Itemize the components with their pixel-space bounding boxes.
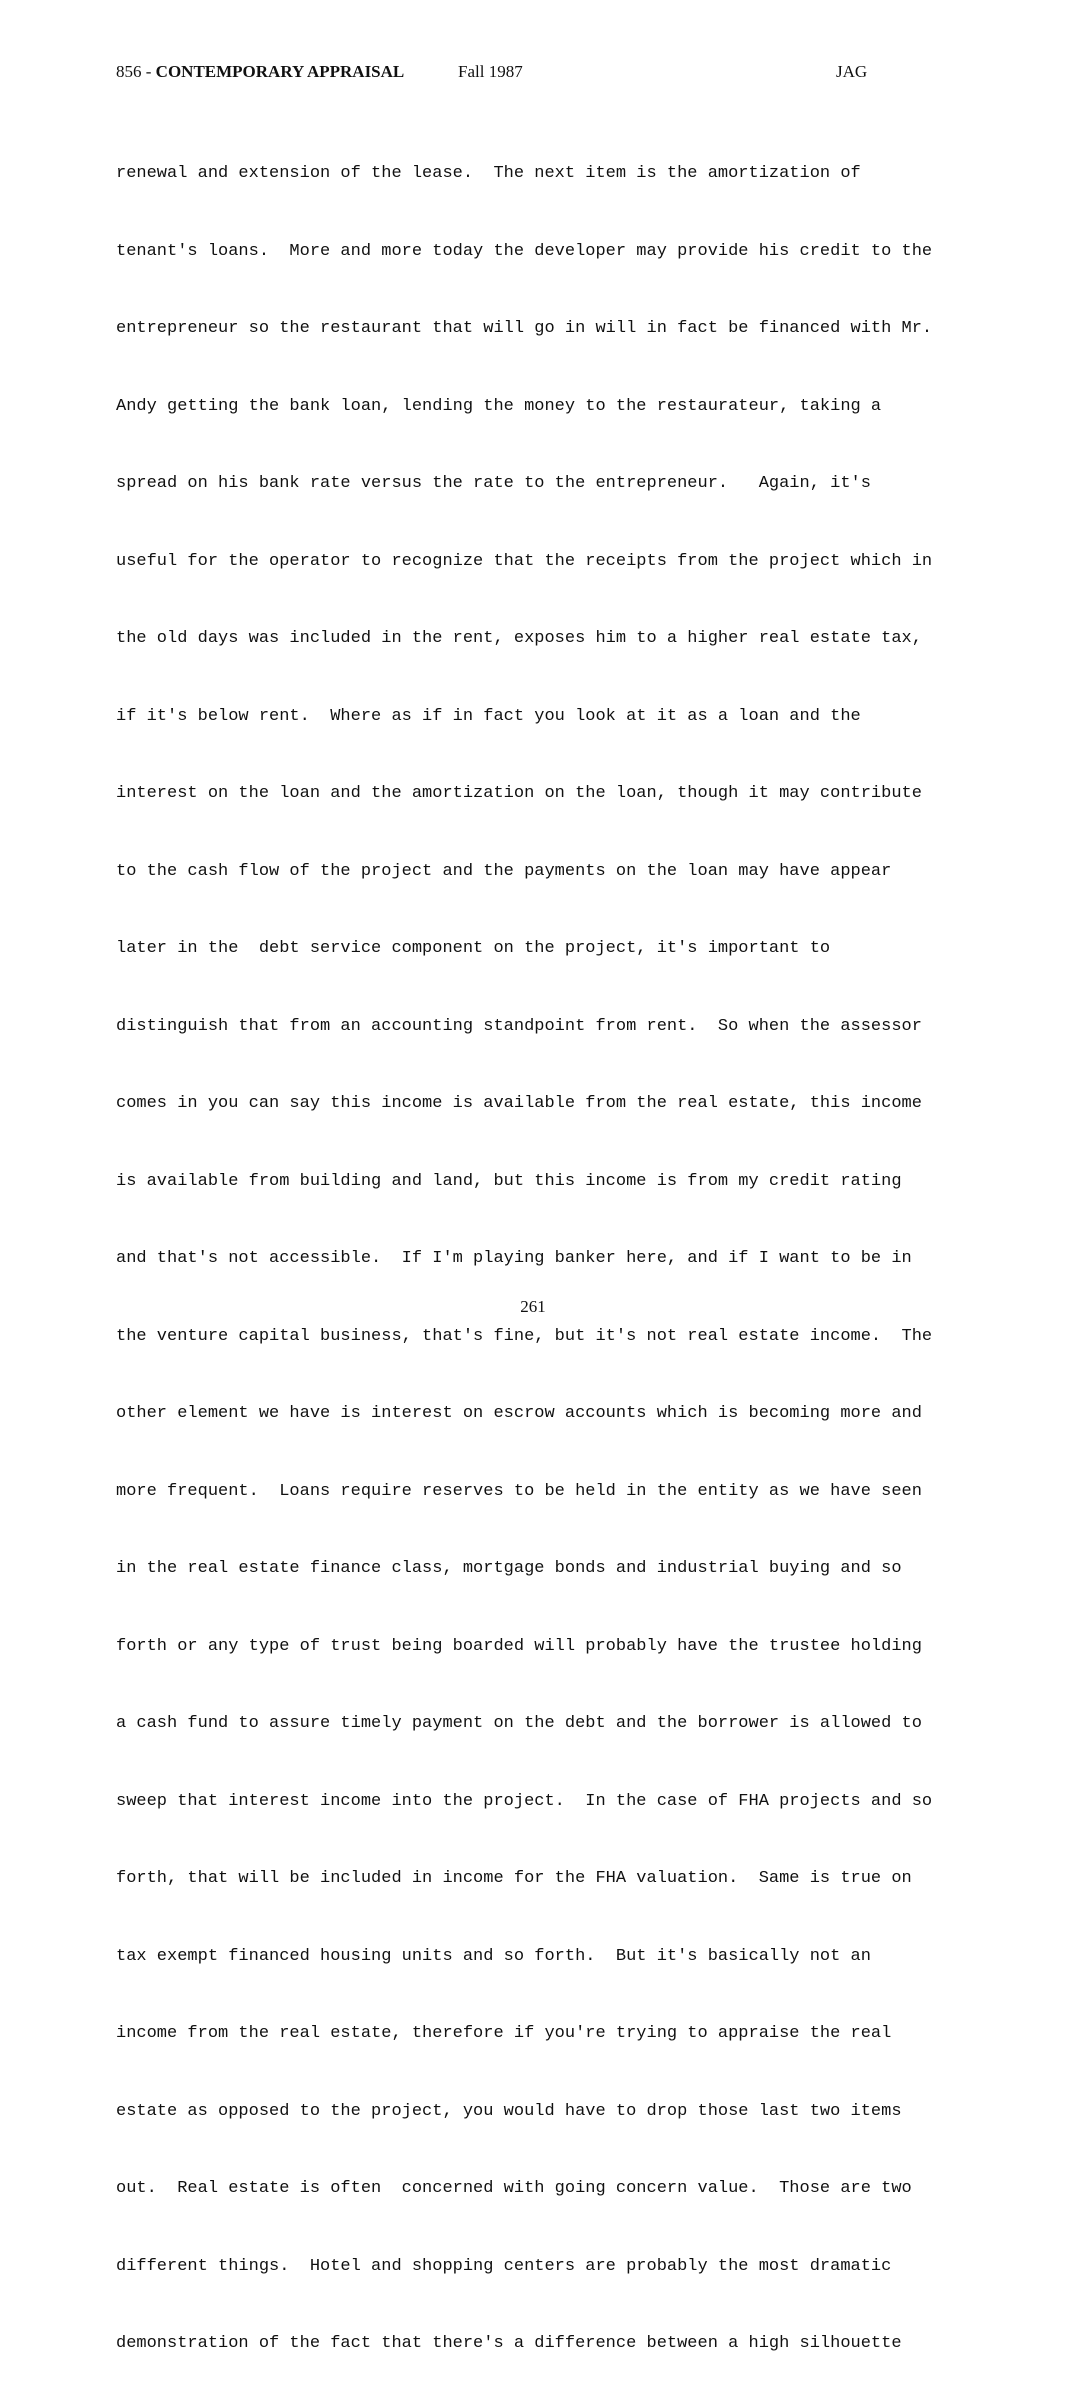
course-title: CONTEMPORARY APPRAISAL (155, 62, 405, 81)
body-line: is available from building and land, but this income is from my credit rating (116, 1171, 902, 1191)
body-line: if it's below rent. Where as if in fact you look at it as a loan and the (116, 706, 861, 726)
body-line: comes in you can say this income is available from the real estate, this income (116, 1094, 922, 1113)
body-line: demonstration of the fact that there's a difference between a high silhouette (116, 2334, 902, 2353)
body-line: tax exempt financed housing units and so forth. But it's basically not an (116, 1946, 871, 1966)
body-line: in the real estate finance class, mortgage bonds and industrial buying and so (116, 1559, 902, 1578)
course-term: Fall 1987 (458, 62, 523, 81)
body-line: entrepreneur so the restaurant that will go in will in fact be financed with Mr. (116, 319, 933, 338)
body-line: estate as opposed to the project, you would have to drop those last two items (116, 2101, 902, 2121)
body-line: forth or any type of trust being boarded will probably have the trustee holding (116, 1636, 922, 1656)
body-line: sweep that interest income into the project. In the case of FHA projects and so (116, 1791, 933, 1811)
course-number: 856 - (116, 62, 156, 81)
body-line: interest on the loan and the amortization on the loan, though it may contribute (116, 784, 922, 803)
body-line: later in the debt service component on the project, it's important to (116, 939, 831, 958)
author-initials: JAG (836, 62, 868, 81)
body-line: tenant's loans. More and more today the developer may provide his credit to the (116, 241, 933, 261)
body-line: out. Real estate is often concerned with going concern value. Those are two (116, 2179, 912, 2198)
course-heading (116, 62, 404, 82)
page-number: 261 (520, 1297, 546, 1316)
transcript-body (116, 116, 956, 2383)
body-line: distinguish that from an accounting standpoint from rent. So when the assessor (116, 1016, 922, 1036)
body-line: different things. Hotel and shopping centers are probably the most dramatic (116, 2256, 892, 2276)
page-header (116, 62, 876, 86)
body-line: more frequent. Loans require reserves to be held in the entity as we have seen (116, 1481, 922, 1501)
body-line: and that's not accessible. If I'm playing banker here, and if I want to be in (116, 1249, 912, 1268)
body-line: to the cash flow of the project and the payments on the loan may have appear (116, 861, 892, 881)
body-line: renewal and extension of the lease. The next item is the amortization of (116, 164, 861, 183)
body-line: a cash fund to assure timely payment on the debt and the borrower is allowed to (116, 1714, 922, 1733)
body-line: the venture capital business, that's fine, but it's not real estate income. The (116, 1326, 933, 1346)
body-line: income from the real estate, therefore if you're trying to appraise the real (116, 2024, 892, 2043)
body-line: spread on his bank rate versus the rate to the entrepreneur. Again, it's (116, 474, 871, 493)
body-line: Andy getting the bank loan, lending the money to the restaurateur, taking a (116, 396, 882, 416)
body-line: the old days was included in the rent, exposes him to a higher real estate tax, (116, 629, 922, 648)
body-line: forth, that will be included in income for the FHA valuation. Same is true on (116, 1869, 912, 1888)
body-line: other element we have is interest on escrow accounts which is becoming more and (116, 1404, 922, 1423)
body-line: useful for the operator to recognize that the receipts from the project which in (116, 551, 933, 571)
